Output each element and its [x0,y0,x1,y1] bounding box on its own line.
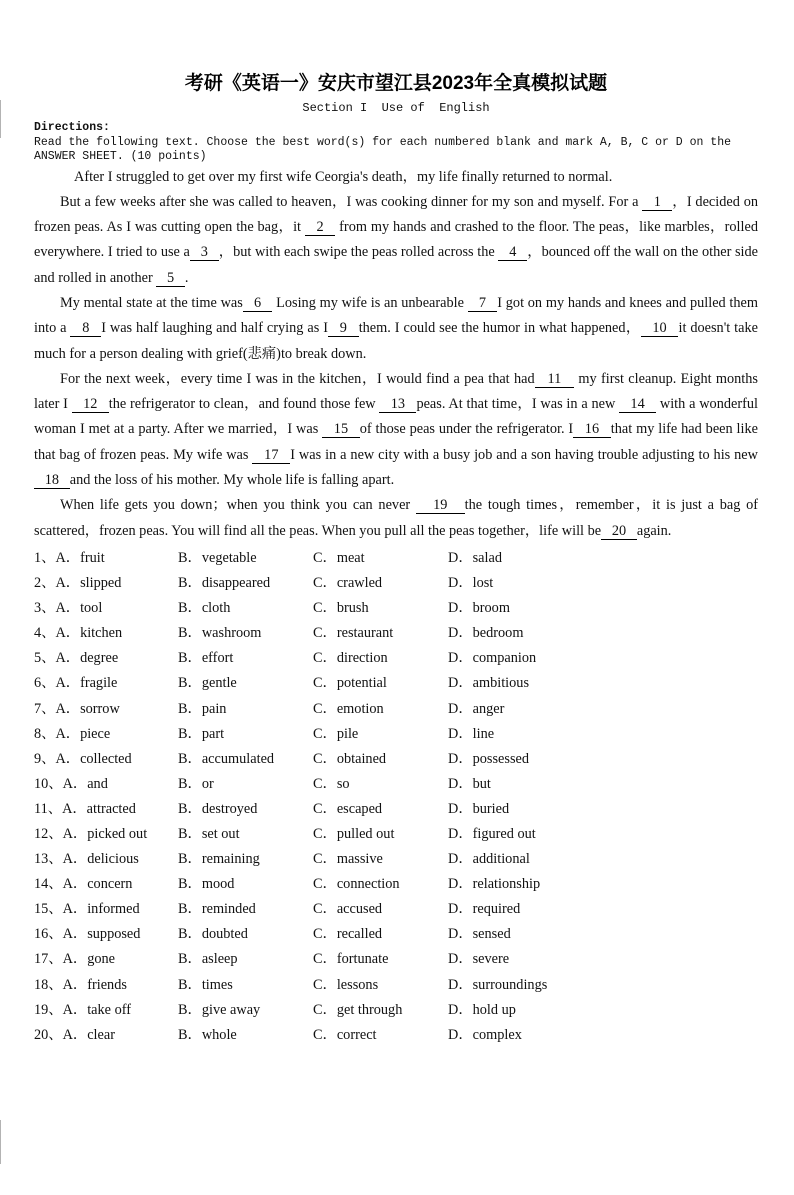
passage-paragraph-5: When life gets you down；when you think you can never 19 the tough times，remember，it is just a bag of scattered，frozen peas. You will find all the peas. When you pull all the peas together，life will be 20 again. [34,497,759,539]
question-row-2 [34,571,758,596]
question-20-option-d: D．complex [448,1026,522,1043]
question-13-option-b: B．remaining [178,851,260,868]
question-7-option-b: B．pain [178,700,227,717]
question-row-7 [34,697,758,722]
passage [34,165,758,544]
question-11-option-c: C．escaped [313,800,383,817]
blank-16: 16 [573,421,611,438]
passage-paragraph-3: My mental state at the time was 6 Losing my wife is an unbearable 7 I got on my hands and knees and pulled them into a 8 I was half laughing and half crying as I 9 them. I could see the humor in what happened， 10 it doesn't take much for a person dealing with grief(悲痛)to break down. [34,294,759,362]
blank-19: 19 [415,497,465,514]
question-row-9 [34,747,758,772]
question-13-option-d: D．additional [448,851,530,868]
question-4-option-b: B．washroom [178,625,262,642]
question-18-option-b: B．times [178,976,233,993]
page-title: 考研《英语一》安庆市望江县2023年全真模拟试题 [184,73,608,94]
exam-page [0,72,794,1048]
question-6-option-a: 6、A．fragile [34,675,118,692]
question-row-15 [34,897,758,922]
question-12-option-d: D．figured out [448,825,536,842]
question-2-option-a: 2、A．slipped [34,575,122,592]
question-row-13 [34,847,758,872]
blank-7: 7 [467,294,498,311]
passage-paragraph-2: But a few weeks after she was called to heaven，I was cooking dinner for my son and myself. For a 1 ，I decided on frozen peas. As I was cutting open the bag，it 2 from my hands and crashed to the floor. The peas，like marbles，rolled everywhere. I tried to use a 3 ，but with each swipe the peas rolled across the 4 ，bounced off the wall on the other side and rolled in another 5 . [34,193,759,286]
question-18-option-a: 18、A．friends [34,976,127,993]
section-heading: Section I Use of English [302,101,490,115]
blank-18: 18 [34,472,70,489]
question-15-option-d: D．required [448,901,521,918]
question-6-option-c: C．potential [313,675,387,692]
question-14-option-d: D．relationship [448,876,541,893]
question-4-option-a: 4、A．kitchen [34,625,123,642]
question-1-option-c: C．meat [313,549,365,566]
question-5-option-a: 5、A．degree [34,650,119,667]
question-15-option-b: B．reminded [178,901,256,918]
question-3-option-d: D．broom [448,600,510,617]
question-7-option-d: D．anger [448,700,505,717]
question-19-option-d: D．hold up [448,1001,516,1018]
question-row-8 [34,722,758,747]
question-row-4 [34,621,758,646]
question-16-option-b: B．doubted [178,926,248,943]
question-10-option-a: 10、A．and [34,775,108,792]
question-row-14 [34,872,758,897]
question-19-option-c: C．get through [313,1001,403,1018]
question-15-option-c: C．accused [313,901,383,918]
question-20-option-c: C．correct [313,1026,377,1043]
blank-5: 5 [156,269,185,286]
directions [34,121,758,165]
blank-4: 4 [498,244,528,261]
question-8-option-d: D．line [448,725,495,742]
blank-1: 1 [642,193,673,210]
question-4-option-c: C．restaurant [313,625,394,642]
blank-10: 10 [640,320,679,337]
question-row-11 [34,797,758,822]
question-9-option-b: B．accumulated [178,750,275,767]
question-row-20 [34,1023,758,1048]
blank-14: 14 [619,396,657,413]
blank-20: 20 [601,522,637,539]
question-3-option-a: 3、A．tool [34,600,103,617]
question-12-option-c: C．pulled out [313,825,395,842]
question-6-option-d: D．ambitious [448,675,530,692]
question-11-option-d: D．buried [448,800,510,817]
question-1-option-b: B．vegetable [178,549,257,566]
blank-12: 12 [71,396,109,413]
question-3-option-b: B．cloth [178,600,231,617]
question-18-option-c: C．lessons [313,976,379,993]
question-17-option-a: 17、A．gone [34,951,116,968]
page-edge-mark-bottom [0,1120,1,1164]
question-16-option-c: C．recalled [313,926,383,943]
question-17-option-b: B．asleep [178,951,238,968]
blank-15: 15 [322,421,360,438]
passage-paragraph-1: After I struggled to get over my first wife Ceorgia's death，my life finally returned to normal. [74,168,613,185]
question-row-17 [34,947,758,972]
question-1-option-a: 1、A．fruit [34,549,105,566]
question-row-5 [34,646,758,671]
question-4-option-d: D．bedroom [448,625,524,642]
passage-paragraph-4: For the next week，every time I was in the kitchen，I would find a pea that had 11 my first cleanup. Eight months later I 12 the refrigerator to clean，and found those few 13 peas. At that time，I was in a new 14 with a wonderful woman I met at a party. After we married，I was 15 of those peas under the refrigerator. I 16 that my life had been like that bag of frozen peas. My wife was 17 I was in a new city with a busy job and a son having trouble adjusting to his new 18 and the loss of his mother. My whole life is falling apart. [34,370,758,489]
question-5-option-d: D．companion [448,650,537,667]
question-5-option-b: B．effort [178,650,234,667]
question-14-option-a: 14、A．concern [34,876,133,893]
blank-3: 3 [189,244,219,261]
question-14-option-b: B．mood [178,876,235,893]
blank-13: 13 [379,396,417,413]
question-1-option-d: D．salad [448,549,502,566]
question-row-18 [34,973,758,998]
question-row-6 [34,671,758,696]
question-20-option-b: B．whole [178,1026,237,1043]
question-17-option-c: C．fortunate [313,951,389,968]
question-row-3 [34,596,758,621]
question-9-option-a: 9、A．collected [34,750,132,767]
blank-9: 9 [327,320,359,337]
question-row-12 [34,822,758,847]
blank-6: 6 [242,294,273,311]
question-list [34,546,758,1048]
question-12-option-a: 12、A．picked out [34,825,148,842]
question-8-option-a: 8、A．piece [34,725,111,742]
question-10-option-d: D．but [448,775,491,792]
question-15-option-a: 15、A．informed [34,901,140,918]
question-row-1 [34,546,758,571]
question-row-19 [34,998,758,1023]
blank-2: 2 [304,219,336,236]
question-6-option-b: B．gentle [178,675,237,692]
question-17-option-d: D．severe [448,951,510,968]
question-7-option-a: 7、A．sorrow [34,700,120,717]
page-edge-mark-top [0,100,1,138]
question-10-option-c: C．so [313,775,350,792]
question-16-option-d: D．sensed [448,926,511,943]
question-8-option-c: C．pile [313,725,359,742]
question-9-option-d: D．possessed [448,750,530,767]
blank-8: 8 [70,320,102,337]
blank-17: 17 [252,446,291,463]
question-row-10 [34,772,758,797]
question-19-option-b: B．give away [178,1001,261,1018]
question-7-option-c: C．emotion [313,700,384,717]
question-10-option-b: B．or [178,775,214,792]
question-14-option-c: C．connection [313,876,400,893]
question-8-option-b: B．part [178,725,225,742]
question-19-option-a: 19、A．take off [34,1001,132,1018]
question-20-option-a: 20、A．clear [34,1026,115,1043]
directions-text: Read the following text. Choose the best word(s) for each numbered blank and mark A, B, C or D on the ANSWER SHEET. (10 points) [34,135,732,163]
question-13-option-c: C．massive [313,851,383,868]
question-2-option-c: C．crawled [313,575,383,592]
question-18-option-d: D．surroundings [448,976,548,993]
question-11-option-b: B．destroyed [178,800,258,817]
question-13-option-a: 13、A．delicious [34,851,139,868]
question-16-option-a: 16、A．supposed [34,926,141,943]
question-9-option-c: C．obtained [313,750,387,767]
question-2-option-d: D．lost [448,575,494,592]
question-11-option-a: 11、A．attracted [34,800,136,817]
question-12-option-b: B．set out [178,825,240,842]
directions-label: Directions: [34,121,110,134]
question-row-16 [34,922,758,947]
blank-11: 11 [534,370,575,387]
question-3-option-c: C．brush [313,600,369,617]
question-2-option-b: B．disappeared [178,575,271,592]
question-5-option-c: C．direction [313,650,388,667]
